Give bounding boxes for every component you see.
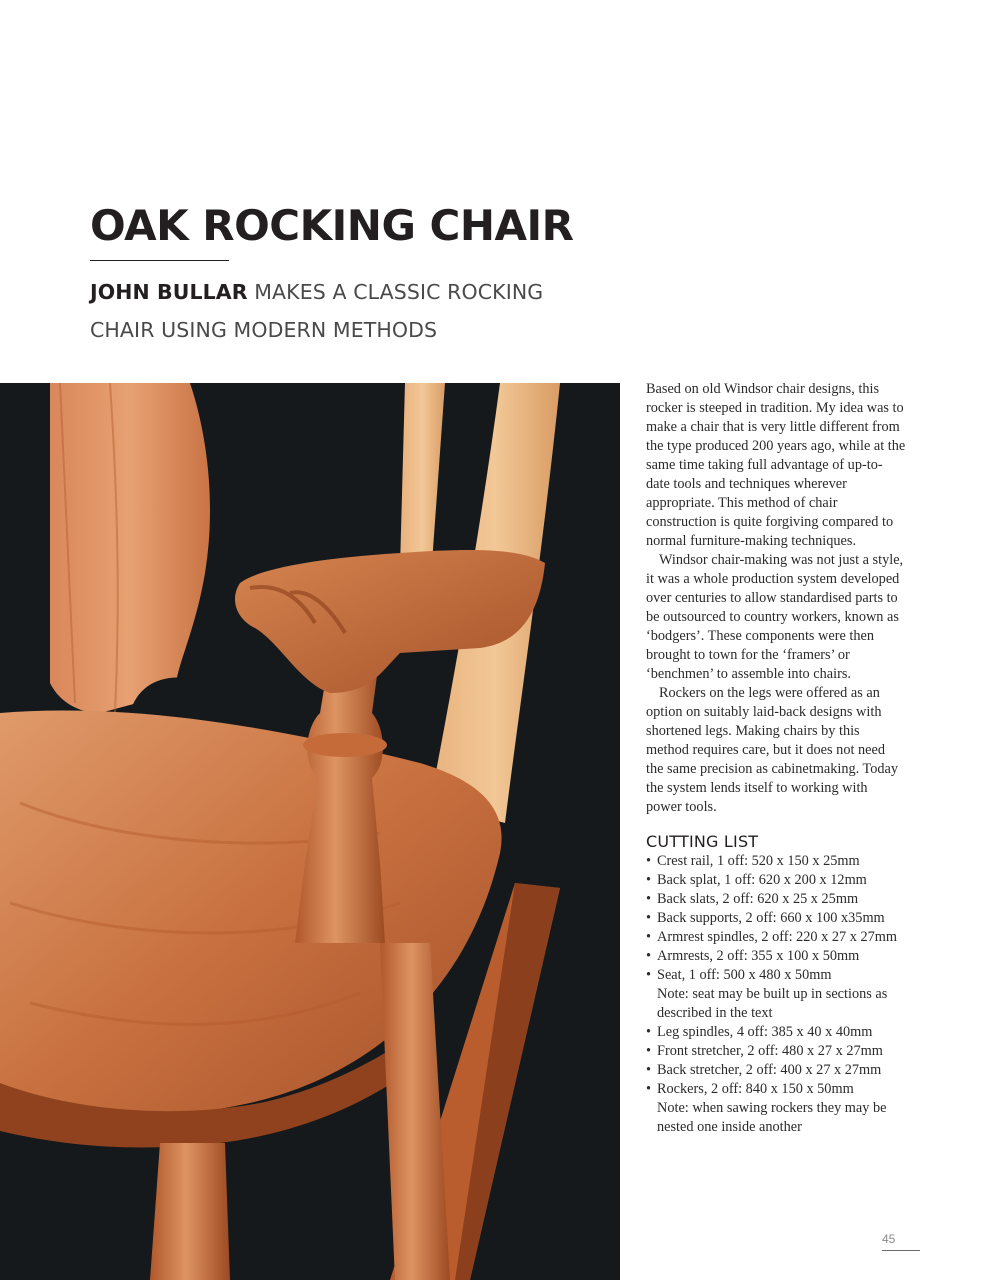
cutting-list-item-text: Back slats, 2 off: 620 x 25 x 25mm (657, 891, 859, 907)
cutting-list-note: Note: seat may be built up in sections as described in the text (657, 986, 888, 1021)
cutting-list-item-text: Armrest spindles, 2 off: 220 x 27 x 27mm (657, 929, 897, 945)
cutting-list-item (646, 909, 906, 928)
cutting-list-item-text: Back supports, 2 off: 660 x 100 x35mm (657, 910, 885, 926)
chair-photo (0, 383, 620, 1280)
cutting-list-item-text: Rockers, 2 off: 840 x 150 x 50mm (657, 1081, 854, 1097)
cutting-list (646, 852, 906, 1137)
cutting-list-item (646, 947, 906, 966)
cutting-list-heading: CUTTING LIST (646, 832, 759, 851)
author-name: JOHN BULLAR (90, 280, 248, 304)
page-number: 45 (882, 1232, 896, 1246)
cutting-list-item (646, 966, 906, 1023)
body-paragraph: Based on old Windsor chair designs, this rocker is steeped in tradition. My idea was to make a chair that is very little different from the type produced 200 years ago, while at the same time taking full advantage of up-to-date tools and techniques wherever appropriate. This method of chair construction is quite forgiving compared to normal furniture-making techniques. (646, 381, 906, 549)
cutting-list-item-text: Crest rail, 1 off: 520 x 150 x 25mm (657, 853, 860, 869)
standfirst (90, 274, 610, 349)
cutting-list-item (646, 928, 906, 947)
cutting-list-item (646, 1061, 906, 1080)
cutting-list-item-text: Leg spindles, 4 off: 385 x 40 x 40mm (657, 1024, 873, 1040)
cutting-list-item (646, 871, 906, 890)
article-title: OAK ROCKING CHAIR (90, 201, 574, 250)
cutting-list-item-text: Back stretcher, 2 off: 400 x 27 x 27mm (657, 1062, 882, 1078)
cutting-list-item (646, 1080, 906, 1137)
cutting-list-item-text: Seat, 1 off: 500 x 480 x 50mm (657, 967, 832, 983)
cutting-list-item (646, 1023, 906, 1042)
body-text-column (646, 380, 906, 1137)
title-underline (90, 260, 229, 261)
body-paragraph: Windsor chair-making was not just a style, it was a whole production system developed over centuries to allow standardised parts to be outsourced to country workers, known as ‘bodgers’. These components were then brought to town for the ‘framers’ or ‘benchmen’ to assemble into chairs. (646, 552, 904, 682)
cutting-list-item-text: Back splat, 1 off: 620 x 200 x 12mm (657, 872, 867, 888)
cutting-list-item-text: Front stretcher, 2 off: 480 x 27 x 27mm (657, 1043, 883, 1059)
cutting-list-item-text: Armrests, 2 off: 355 x 100 x 50mm (657, 948, 860, 964)
cutting-list-item (646, 890, 906, 909)
rocking-chair-illustration (0, 383, 620, 1280)
page-number-rule (882, 1250, 920, 1251)
cutting-list-item (646, 1042, 906, 1061)
standfirst-text: MAKES A CLASSIC ROCKING CHAIR USING MODERN METHODS (90, 280, 544, 342)
body-paragraph: Rockers on the legs were offered as an option on suitably laid-back designs with shortened legs. Making chairs by this method requires care, but it does not need the same precision as cabinetmaking. Today the system lends itself to working with power tools. (646, 685, 899, 815)
cutting-list-item (646, 852, 906, 871)
cutting-list-note: Note: when sawing rockers they may be nested one inside another (657, 1100, 887, 1135)
